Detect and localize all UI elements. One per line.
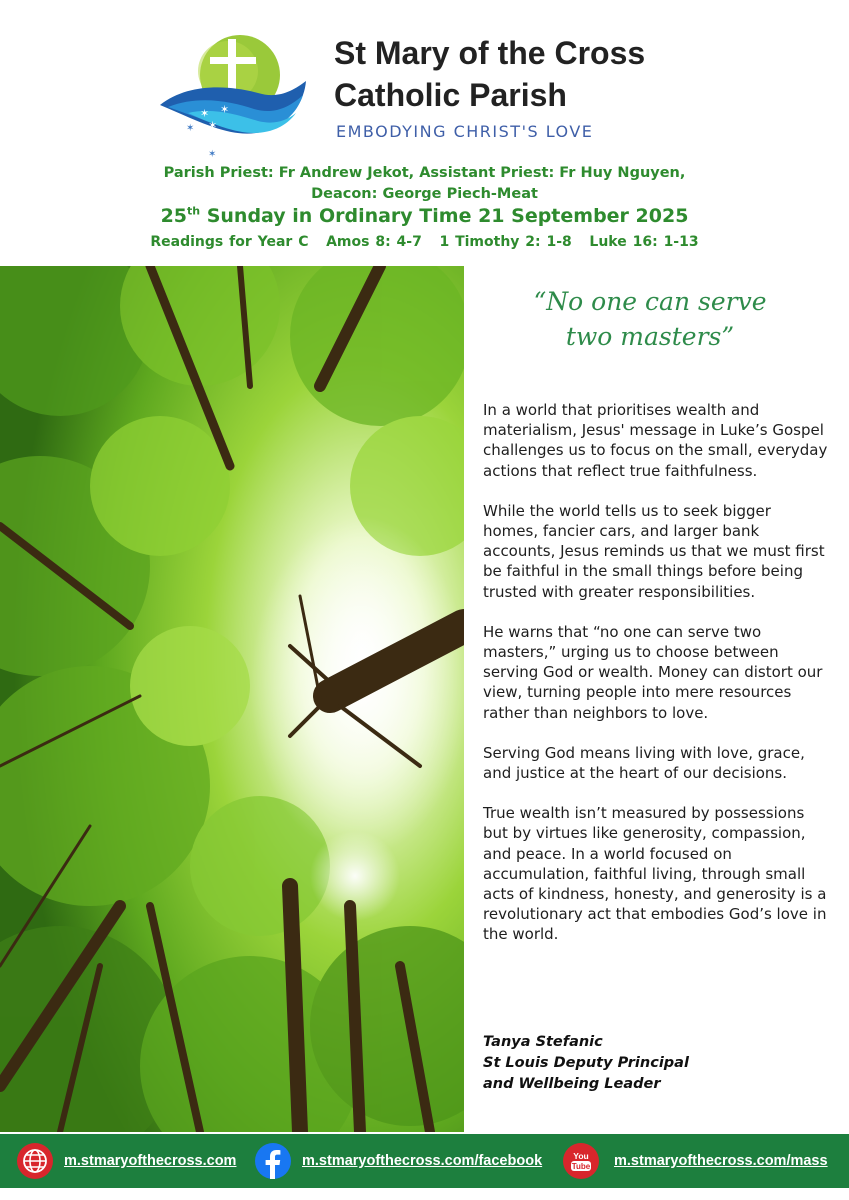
globe-icon: [16, 1142, 54, 1180]
youtube-icon: [562, 1142, 600, 1180]
sunday-number: 25: [160, 205, 188, 227]
scripture-quote: [500, 284, 800, 354]
parish-name-line2: Catholic Parish: [334, 77, 567, 113]
clergy-info: [0, 163, 849, 205]
footer-bar: [0, 1134, 849, 1188]
mass-stream-link[interactable]: m.stmaryofthecross.com/mass: [614, 1153, 828, 1169]
svg-text:✶: ✶: [200, 107, 210, 120]
reflection-paragraph-2: While the world tells us to seek bigger homes, fancier cars, and larger bank accounts, Jesus reminds us that we must first be faithful in the small things before being trusted with greater responsibilities.: [483, 501, 825, 601]
sunday-rest: Sunday in Ordinary Time 21 September 2025: [200, 205, 689, 227]
parish-name: [334, 32, 645, 116]
quote-line2: two masters”: [565, 322, 735, 351]
footer-youtube[interactable]: [562, 1142, 828, 1180]
clergy-line1: Parish Priest: Fr Andrew Jekot, Assistant Priest: Fr Huy Nguyen,: [163, 165, 686, 181]
forest-canopy-photo: [0, 266, 464, 1132]
svg-text:✶: ✶: [208, 119, 218, 132]
author-role-line1: St Louis Deputy Principal: [483, 1055, 689, 1071]
parish-tagline: EMBODYING CHRIST'S LOVE: [336, 122, 594, 141]
facebook-icon: [254, 1142, 292, 1180]
author-role-line2: and Wellbeing Leader: [483, 1076, 661, 1092]
author-signature: [483, 1032, 689, 1095]
svg-text:You: You: [573, 1151, 589, 1161]
reflection-paragraph-3: He warns that “no one can serve two masters,” urging us to choose between serving God or wealth. Money can distort our view, turning people into mere resources rather than neighbors to love.: [483, 622, 823, 722]
svg-text:✶: ✶: [208, 149, 217, 160]
parish-logo: [158, 33, 308, 163]
svg-text:Tube: Tube: [571, 1162, 591, 1171]
sunday-title: [0, 205, 849, 227]
reflection-paragraph-4: Serving God means living with love, grace, and justice at the heart of our decisions.: [483, 743, 805, 783]
quote-line1: “No one can serve: [533, 287, 767, 316]
svg-text:✶: ✶: [220, 103, 230, 116]
reflection-paragraph-5: True wealth isn’t measured by possessions but by virtues like generosity, compassion, and peace. In a world focused on accumulation, faithful living, through small acts of kindness, honesty, and generosity is a revolutionary act that embodies God’s love in the world.: [483, 804, 827, 944]
readings-line: Readings for Year C Amos 8: 4-7 1 Timothy 2: 1-8 Luke 16: 1-13: [150, 234, 699, 250]
facebook-link[interactable]: m.stmaryofthecross.com/facebook: [302, 1153, 543, 1169]
parish-name-line1: St Mary of the Cross: [334, 35, 646, 71]
reflection-paragraph-1: In a world that prioritises wealth and materialism, Jesus' message in Luke’s Gospel challenges us to focus on the small, everyday actions that reflect true faithfulness.: [483, 401, 828, 480]
website-link[interactable]: m.stmaryofthecross.com: [64, 1153, 237, 1169]
reflection-text: [483, 400, 828, 965]
sunday-suffix: th: [187, 204, 201, 218]
author-name: Tanya Stefanic: [483, 1034, 603, 1050]
footer-website[interactable]: [16, 1142, 236, 1180]
svg-text:✶: ✶: [186, 123, 195, 134]
clergy-line2: Deacon: George Piech-Meat: [311, 186, 538, 202]
footer-facebook[interactable]: [254, 1142, 542, 1180]
